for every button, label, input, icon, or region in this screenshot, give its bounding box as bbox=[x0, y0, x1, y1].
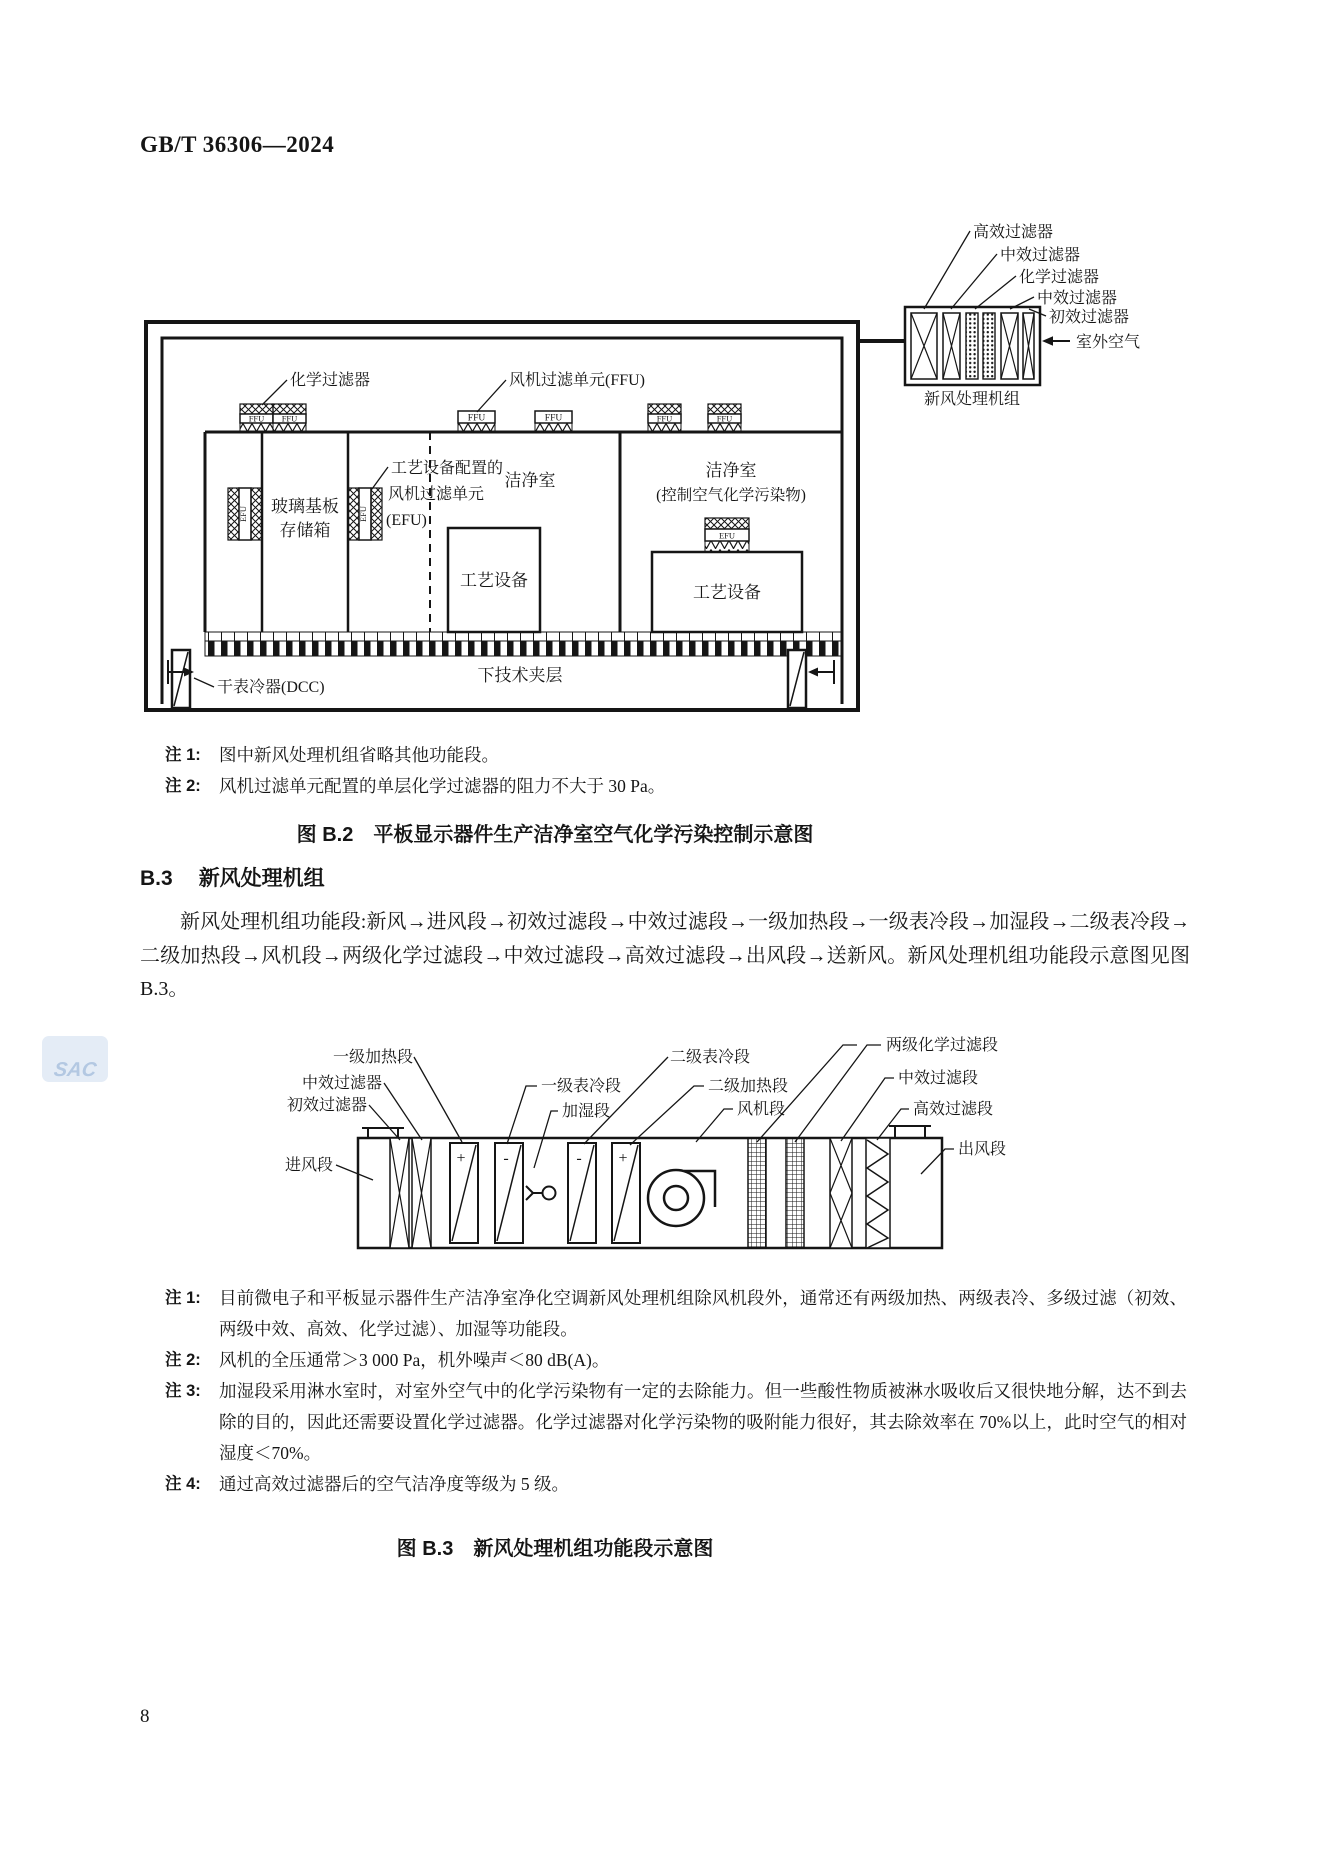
plus-sign: + bbox=[456, 1150, 466, 1167]
note bbox=[165, 1376, 1187, 1469]
ffu-with-chemical-filter bbox=[648, 404, 681, 432]
note-label: 注 3: bbox=[165, 1382, 201, 1400]
leader-line bbox=[384, 1083, 422, 1140]
label-cool1: 一级表冷段 bbox=[541, 1078, 622, 1095]
leader-line bbox=[584, 1057, 668, 1144]
note bbox=[165, 1283, 1187, 1345]
label-cleanroom: 洁净室 bbox=[504, 471, 556, 490]
fresh-air-unit bbox=[905, 307, 1040, 385]
ffu-text: FFU bbox=[656, 413, 673, 424]
heating-coil-icon bbox=[450, 1143, 478, 1243]
unit-label: 新风处理机组 bbox=[923, 391, 1021, 408]
figure-b2-diagram bbox=[0, 180, 1323, 725]
leader-line bbox=[630, 1086, 704, 1145]
label-heat1: 一级加热段 bbox=[333, 1049, 414, 1066]
label-medium-seg: 中效过滤段 bbox=[898, 1070, 979, 1087]
label-cleanroom2-sub: (控制空气化学污染物) bbox=[656, 487, 806, 504]
label-fan: 风机段 bbox=[737, 1101, 786, 1118]
page-number: 8 bbox=[140, 1706, 150, 1727]
label-chem2stage: 两级化学过滤段 bbox=[886, 1037, 999, 1054]
efu-text: EFU bbox=[718, 530, 736, 541]
dcc-cooler bbox=[788, 650, 806, 708]
label-primary-filter: 初效过滤器 bbox=[287, 1097, 368, 1114]
note-label: 注 4: bbox=[165, 1475, 201, 1493]
ffu-text: FFU bbox=[281, 413, 298, 424]
label-efu-2: 风机过滤单元 bbox=[388, 486, 485, 503]
note-text: 风机过滤单元配置的单层化学过滤器的阻力不大于 30 Pa。 bbox=[219, 776, 666, 796]
label-humid: 加湿段 bbox=[562, 1103, 611, 1120]
chemical-filter-icon bbox=[748, 1138, 766, 1248]
dcc-cooler bbox=[172, 650, 190, 708]
leader-line bbox=[369, 1105, 400, 1140]
leader-line bbox=[507, 1086, 537, 1144]
ffu-text: FFU bbox=[544, 413, 563, 424]
figure-b2-notes bbox=[165, 740, 1185, 802]
figure-b3-diagram bbox=[0, 1010, 1323, 1262]
medium-filter-icon bbox=[412, 1138, 431, 1248]
ffu-with-chemical-filter bbox=[708, 404, 741, 432]
ffu-unit bbox=[458, 411, 495, 432]
section-b3-paragraph: 新风处理机组功能段:新风→进风段→初效过滤段→中效过滤段→一级加热段→一级表冷段→加湿段→二级表冷段→二级加热段→风机段→两级化学过滤段→中效过滤段→高效过滤段→出风段→送新风。新风处理机组功能段示意图见图 B.3。 bbox=[140, 911, 1190, 1000]
label-cleanroom2: 洁净室 bbox=[705, 461, 757, 480]
ffu-text: FFU bbox=[467, 413, 486, 424]
leader-line bbox=[877, 1109, 909, 1140]
ffu-with-chemical-filter bbox=[273, 404, 306, 432]
hepa-filter-icon bbox=[911, 313, 937, 379]
chemical-filter-icon bbox=[786, 1138, 804, 1248]
label-plenum: 下技术夹层 bbox=[477, 666, 563, 685]
efu-unit-top bbox=[705, 518, 749, 552]
sac-watermark-logo: SAC bbox=[42, 1036, 108, 1082]
minus-sign: - bbox=[576, 1150, 582, 1167]
ffu-unit bbox=[535, 411, 572, 432]
label-chemical-filter: 化学过滤器 bbox=[1019, 269, 1100, 286]
label-storage-1: 玻璃基板 bbox=[271, 497, 339, 516]
label-efu-1: 工艺设备配置的 bbox=[391, 460, 504, 477]
hepa-filter-icon bbox=[866, 1138, 890, 1248]
doc-number: GB/T 36306—2024 bbox=[140, 132, 335, 157]
label-heat2: 二级加热段 bbox=[708, 1078, 789, 1095]
leader-line bbox=[477, 380, 506, 412]
medium-filter-icon bbox=[943, 313, 960, 379]
note-text: 风机的全压通常＞3 000 Pa，机外噪声＜80 dB(A)。 bbox=[219, 1350, 610, 1370]
leader-line bbox=[951, 254, 997, 309]
raised-floor-stripes bbox=[205, 641, 842, 656]
note-text: 目前微电子和平板显示器件生产洁净室净化空调新风处理机组除风机段外，通常还有两级加热、两级表冷、多级过滤（初效、两级中效、高效、化学过滤）、加湿等功能段。 bbox=[219, 1288, 1187, 1339]
efu-unit bbox=[228, 488, 262, 540]
ahu-unit bbox=[358, 1126, 942, 1248]
efu-text: EFU bbox=[358, 505, 368, 523]
leader-line bbox=[841, 1078, 894, 1141]
heating-coil-icon bbox=[612, 1143, 640, 1243]
airflow-arrow-left bbox=[808, 660, 834, 684]
label-hepa-seg: 高效过滤段 bbox=[913, 1101, 994, 1118]
ffu-text: FFU bbox=[716, 413, 733, 424]
label-efu-3: (EFU) bbox=[386, 512, 427, 529]
note-label: 注 1: bbox=[165, 746, 201, 764]
figure-b3-caption: 图 B.3 新风处理机组功能段示意图 bbox=[396, 1538, 714, 1560]
cooling-coil-icon bbox=[495, 1143, 523, 1243]
label-dcc: 干表冷器(DCC) bbox=[217, 679, 325, 696]
leader-line bbox=[194, 678, 214, 687]
note-label: 注 2: bbox=[165, 1351, 201, 1369]
leader-line bbox=[414, 1057, 462, 1142]
ffu-with-chemical-filter bbox=[240, 404, 273, 432]
label-outlet: 出风段 bbox=[958, 1141, 1007, 1158]
note-label: 注 2: bbox=[165, 777, 201, 795]
medium-filter-icon bbox=[1001, 313, 1018, 379]
chemical-filter-icon bbox=[983, 313, 995, 379]
leader-line bbox=[924, 231, 970, 309]
label-inlet: 进风段 bbox=[285, 1157, 334, 1174]
label-hepa-filter: 高效过滤器 bbox=[973, 224, 1054, 241]
plus-sign: + bbox=[618, 1150, 628, 1167]
leader-line bbox=[795, 1045, 881, 1142]
outlet-hat bbox=[889, 1126, 931, 1138]
outdoor-air-arrow bbox=[1042, 336, 1070, 346]
label-outdoor-air: 室外空气 bbox=[1076, 334, 1141, 351]
medium-filter-icon bbox=[830, 1138, 852, 1248]
note bbox=[165, 771, 1185, 802]
label-storage-2: 存储箱 bbox=[279, 521, 331, 540]
pre-filter-icon bbox=[1023, 313, 1034, 379]
raised-floor-cells bbox=[205, 632, 842, 641]
label-equipment: 工艺设备 bbox=[460, 571, 528, 590]
note bbox=[165, 1469, 1187, 1500]
label-equipment: 工艺设备 bbox=[693, 583, 761, 602]
note bbox=[165, 1345, 1187, 1376]
ffu-text: FFU bbox=[248, 413, 265, 424]
label-pre-filter: 初效过滤器 bbox=[1049, 309, 1130, 326]
note-text: 加湿段采用淋水室时，对室外空气中的化学污染物有一定的去除能力。但一些酸性物质被淋水吸收后又很快地分解，达不到去除的目的，因此还需要设置化学过滤器。化学过滤器对化学污染物的吸附能力很好，其去除效率在 70%以上，此时空气的相对湿度＜70%。 bbox=[219, 1381, 1187, 1463]
efu-unit bbox=[348, 488, 382, 540]
efu-text: EFU bbox=[238, 505, 248, 523]
label-medium-filter: 中效过滤器 bbox=[1037, 290, 1118, 307]
leader-line bbox=[372, 467, 388, 489]
label-cool2: 二级表冷段 bbox=[670, 1049, 751, 1066]
note bbox=[165, 740, 1185, 771]
figure-b2-caption: 图 B.2 平板显示器件生产洁净室空气化学污染控制示意图 bbox=[296, 824, 814, 846]
section-number: B.3 bbox=[140, 867, 173, 890]
label-chemical-filter: 化学过滤器 bbox=[290, 372, 371, 389]
note-label: 注 1: bbox=[165, 1289, 201, 1307]
note-text: 图中新风处理机组省略其他功能段。 bbox=[219, 745, 499, 765]
label-ffu: 风机过滤单元(FFU) bbox=[509, 372, 646, 389]
minus-sign: - bbox=[503, 1150, 509, 1167]
leader-line bbox=[262, 380, 287, 405]
note-text: 通过高效过滤器后的空气洁净度等级为 5 级。 bbox=[219, 1474, 569, 1494]
section-b3-heading bbox=[140, 862, 325, 892]
label-medium-filter: 中效过滤器 bbox=[302, 1075, 383, 1092]
cooling-coil-icon bbox=[568, 1143, 596, 1243]
primary-filter-icon bbox=[390, 1138, 409, 1248]
section-title: 新风处理机组 bbox=[198, 867, 325, 890]
leader-line bbox=[975, 276, 1016, 309]
figure-b3-notes bbox=[165, 1283, 1187, 1500]
label-medium-filter: 中效过滤器 bbox=[1000, 247, 1081, 264]
chemical-filter-icon bbox=[966, 313, 978, 379]
